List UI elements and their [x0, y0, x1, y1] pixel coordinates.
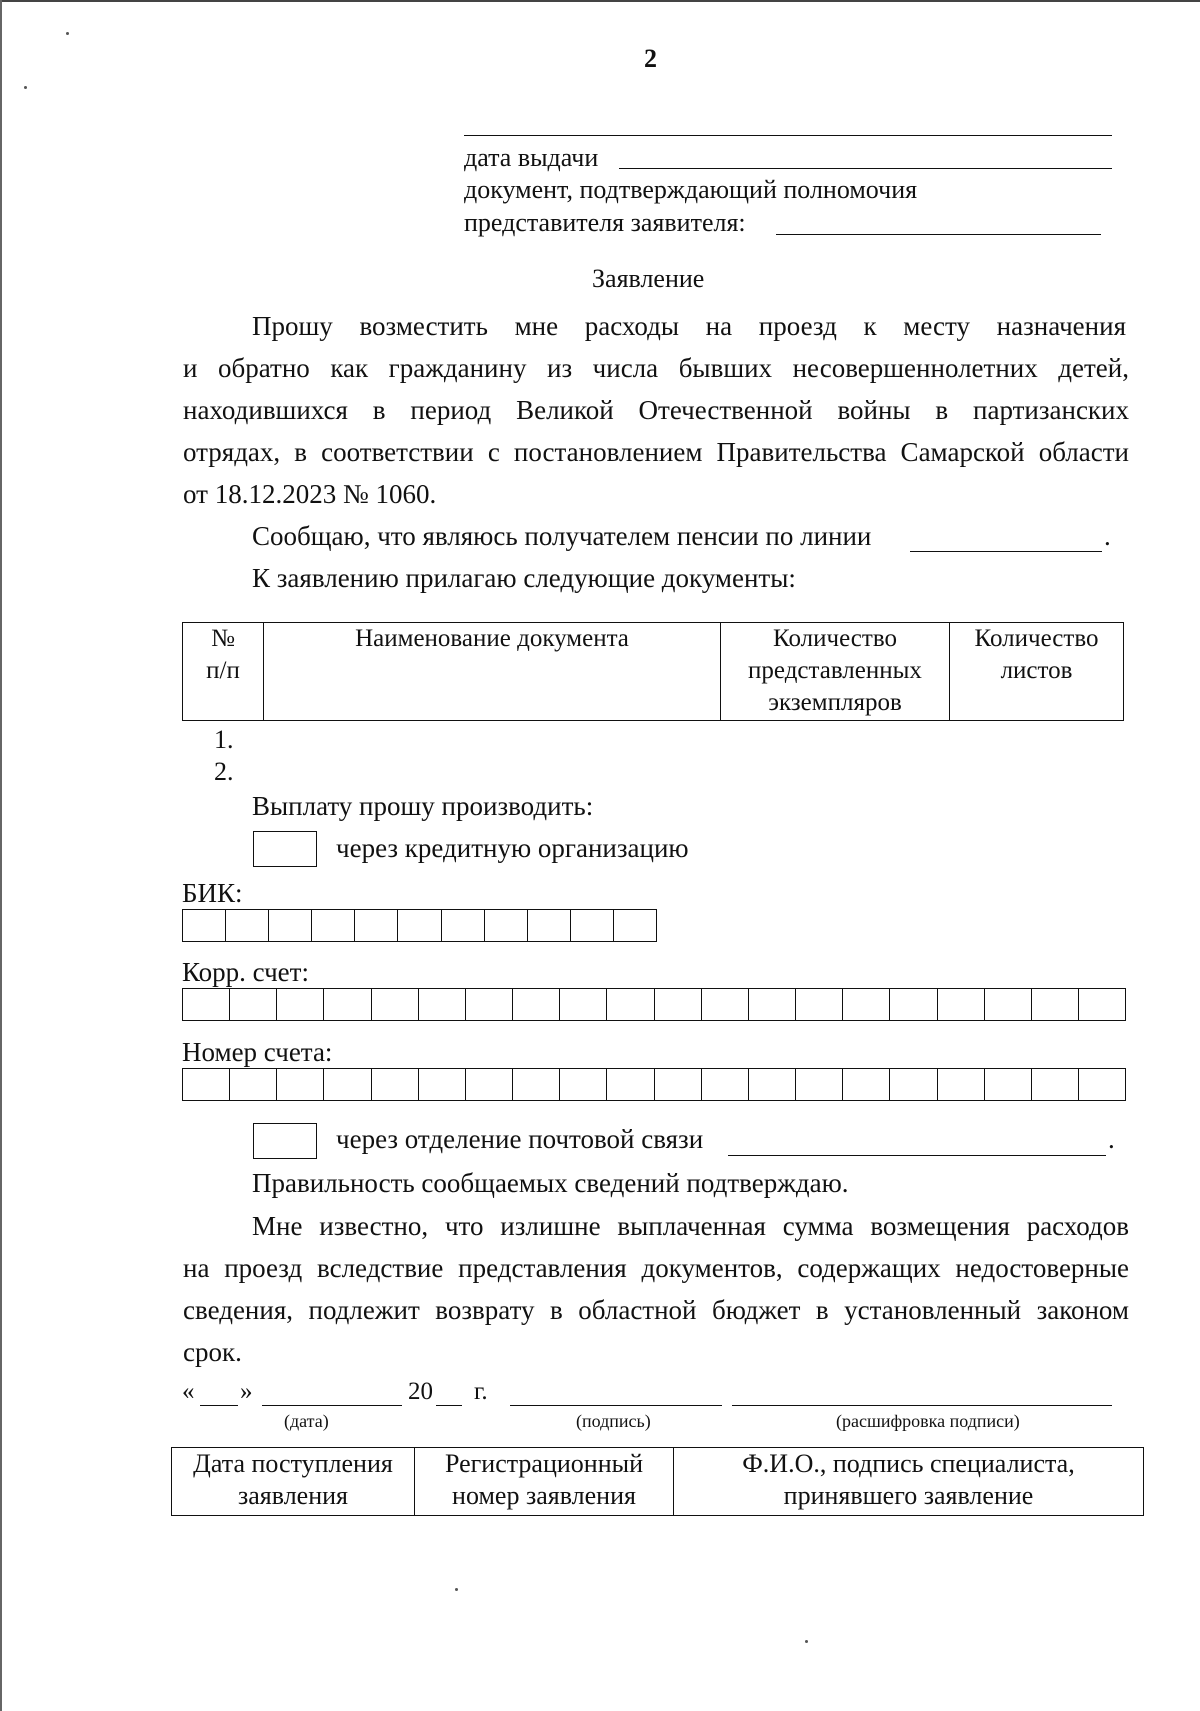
post-option-label: через отделение почтовой связи [336, 1124, 704, 1154]
pension-field[interactable] [910, 551, 1102, 552]
corr-account-digit-cell[interactable] [655, 989, 702, 1020]
paragraph-line: отрядах, в соответствии с постановлением Правительства Самарской области [183, 437, 1129, 467]
corr-account-digit-cell[interactable] [1032, 989, 1079, 1020]
paragraph-line: находившихся в период Великой Отечественной войны в партизанских [183, 395, 1129, 425]
page-title: Заявление [592, 264, 705, 293]
account-digit-cell[interactable] [749, 1069, 796, 1100]
col-header-number: № п/п [183, 623, 264, 721]
scan-edge-top [0, 0, 1200, 2]
account-digit-cell[interactable] [419, 1069, 466, 1100]
scan-speck [455, 1588, 458, 1591]
col-header-name: Наименование документа [264, 623, 721, 721]
scan-speck [66, 32, 69, 35]
document-row: 1. [214, 725, 234, 754]
year-prefix: 20 [408, 1378, 433, 1405]
account-digit-cell[interactable] [183, 1069, 230, 1100]
signature-decode-field[interactable] [732, 1405, 1112, 1406]
account-digit-cell[interactable] [938, 1069, 985, 1100]
page-number: 2 [644, 44, 657, 73]
corr-account-digit-cell[interactable] [749, 989, 796, 1020]
blank-line-top[interactable] [464, 135, 1112, 136]
account-input[interactable] [182, 1068, 1126, 1101]
account-digit-cell[interactable] [702, 1069, 749, 1100]
corr-account-digit-cell[interactable] [372, 989, 419, 1020]
bik-digit-cell[interactable] [442, 910, 485, 941]
corr-account-digit-cell[interactable] [1079, 989, 1125, 1020]
account-label: Номер счета: [182, 1037, 333, 1067]
account-digit-cell[interactable] [890, 1069, 937, 1100]
account-digit-cell[interactable] [230, 1069, 277, 1100]
bik-digit-cell[interactable] [571, 910, 614, 941]
account-digit-cell[interactable] [324, 1069, 371, 1100]
issue-date-label: дата выдачи [464, 143, 599, 172]
corr-account-digit-cell[interactable] [230, 989, 277, 1020]
scan-speck [805, 1640, 808, 1643]
corr-account-digit-cell[interactable] [796, 989, 843, 1020]
pension-period: . [1104, 521, 1111, 551]
corr-account-label: Корр. счет: [182, 957, 309, 987]
signature-field[interactable] [510, 1405, 722, 1406]
account-digit-cell[interactable] [1032, 1069, 1079, 1100]
decode-caption: (расшифровка подписи) [836, 1411, 1020, 1431]
day-field[interactable] [200, 1405, 238, 1406]
bik-digit-cell[interactable] [355, 910, 398, 941]
signature-caption: (подпись) [576, 1411, 651, 1431]
paragraph-line: срок. [183, 1337, 242, 1367]
col-header-copies: Количество представленных экземпляров [721, 623, 950, 721]
bank-checkbox[interactable] [253, 831, 317, 867]
receipt-date-header: Дата поступления заявления [172, 1448, 415, 1516]
corr-account-digit-cell[interactable] [560, 989, 607, 1020]
year-suffix: г. [474, 1378, 488, 1405]
bik-digit-cell[interactable] [398, 910, 441, 941]
paragraph-line: на проезд вследствие представления документов, содержащих недостоверные [183, 1253, 1129, 1283]
corr-account-digit-cell[interactable] [702, 989, 749, 1020]
confirm-text: Правильность сообщаемых сведений подтверждаю. [252, 1168, 849, 1198]
post-period: . [1108, 1124, 1115, 1154]
open-quote: « [182, 1378, 195, 1405]
bank-option-label: через кредитную организацию [336, 833, 689, 863]
corr-account-digit-cell[interactable] [607, 989, 654, 1020]
corr-account-input[interactable] [182, 988, 1126, 1021]
corr-account-digit-cell[interactable] [938, 989, 985, 1020]
account-digit-cell[interactable] [372, 1069, 419, 1100]
bik-label: БИК: [182, 878, 243, 908]
post-checkbox[interactable] [253, 1123, 317, 1159]
corr-account-digit-cell[interactable] [183, 989, 230, 1020]
paragraph-line: Мне известно, что излишне выплаченная сумма возмещения расходов [252, 1211, 1129, 1241]
corr-account-digit-cell[interactable] [985, 989, 1032, 1020]
account-digit-cell[interactable] [796, 1069, 843, 1100]
scan-edge-left [0, 0, 2, 1711]
document-row: 2. [214, 757, 234, 786]
account-digit-cell[interactable] [655, 1069, 702, 1100]
bik-digit-cell[interactable] [312, 910, 355, 941]
authority-doc-field[interactable] [776, 234, 1101, 235]
account-digit-cell[interactable] [1079, 1069, 1125, 1100]
year-field[interactable] [436, 1405, 462, 1406]
authority-doc-label-1: документ, подтверждающий полномочия [464, 175, 918, 204]
account-digit-cell[interactable] [985, 1069, 1032, 1100]
attachments-text: К заявлению прилагаю следующие документы: [252, 563, 796, 593]
bik-digit-cell[interactable] [614, 910, 656, 941]
issue-date-field[interactable] [619, 168, 1112, 169]
corr-account-digit-cell[interactable] [466, 989, 513, 1020]
bik-digit-cell[interactable] [183, 910, 226, 941]
account-digit-cell[interactable] [607, 1069, 654, 1100]
paragraph-line: сведения, подлежит возврату в областной бюджет в установленный законом [183, 1295, 1129, 1325]
corr-account-digit-cell[interactable] [513, 989, 560, 1020]
month-field[interactable] [262, 1405, 402, 1406]
col-header-sheets: Количество листов [950, 623, 1124, 721]
scan-speck [24, 86, 27, 89]
date-caption: (дата) [284, 1411, 329, 1431]
bik-digit-cell[interactable] [269, 910, 312, 941]
account-digit-cell[interactable] [277, 1069, 324, 1100]
close-quote: » [240, 1378, 253, 1405]
account-digit-cell[interactable] [466, 1069, 513, 1100]
paragraph-line: Прошу возместить мне расходы на проезд к месту назначения [252, 311, 1126, 341]
corr-account-digit-cell[interactable] [277, 989, 324, 1020]
specialist-header: Ф.И.О., подпись специалиста, принявшего заявление [674, 1448, 1144, 1516]
corr-account-digit-cell[interactable] [324, 989, 371, 1020]
paragraph-line: и обратно как гражданину из числа бывших несовершеннолетних детей, [183, 353, 1129, 383]
bik-input[interactable] [182, 909, 657, 942]
post-office-field[interactable] [728, 1155, 1106, 1156]
documents-table [182, 622, 1124, 721]
authority-doc-label-2: представителя заявителя: [464, 208, 746, 237]
payment-text: Выплату прошу производить: [252, 791, 594, 821]
corr-account-digit-cell[interactable] [843, 989, 890, 1020]
registration-table [171, 1447, 1144, 1516]
bik-digit-cell[interactable] [528, 910, 571, 941]
corr-account-digit-cell[interactable] [419, 989, 466, 1020]
account-digit-cell[interactable] [843, 1069, 890, 1100]
bik-digit-cell[interactable] [226, 910, 269, 941]
corr-account-digit-cell[interactable] [890, 989, 937, 1020]
reg-number-header: Регистрационный номер заявления [415, 1448, 674, 1516]
paragraph-line: от 18.12.2023 № 1060. [183, 479, 437, 509]
bik-digit-cell[interactable] [485, 910, 528, 941]
pension-text: Сообщаю, что являюсь получателем пенсии по линии [252, 521, 872, 551]
account-digit-cell[interactable] [513, 1069, 560, 1100]
account-digit-cell[interactable] [560, 1069, 607, 1100]
